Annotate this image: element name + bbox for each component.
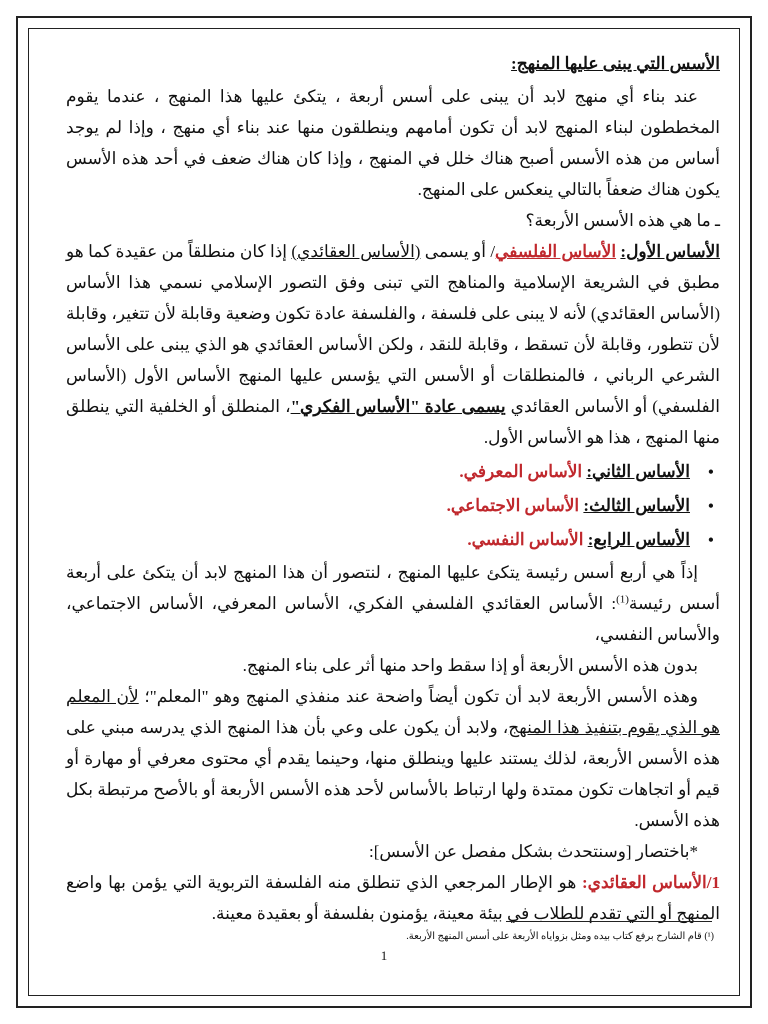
list-item <box>66 489 690 523</box>
first-foundation-text-3: ، المنطلق أو الخلفية التي ينطلق منها المنهج ، هذا هو الأساس الأول. <box>66 397 720 447</box>
first-foundation-name: الأساس الفلسفي <box>495 242 617 261</box>
summary-continuation: بدون هذه الأسس الأربعة أو إذا سقط واحد منها أثر على بناء المنهج. <box>242 656 698 675</box>
first-foundation-named: يسمى عادة "الأساس الفكري" <box>290 397 506 416</box>
teacher-text-a: وهذه الأسس الأربعة لابد أن تكون أيضاً واضحة عند منفذي المنهج وهو "المعلم"؛ <box>138 687 698 706</box>
definition-label: 1/الأساس العقائدي: <box>581 873 720 892</box>
teacher-underlined: لأن المعلم هو الذي يقوم بتنفيذ هذا المنهج <box>66 687 720 737</box>
question-line: ـ ما هي هذه الأسس الأربعة؟ <box>525 211 720 230</box>
list-item <box>66 523 690 557</box>
bullet-label: الأساس الرابع: <box>587 530 690 549</box>
intro-paragraph: عند بناء أي منهج لابد أن يبنى على أسس أربعة ، يتكئ عليها هذا المنهج ، عندما يقوم المخططون لبناء المنهج لابد أن تكون أمامهم وينطلقون منها عند بناء أي منهج ، وإذا لم يوجد أساس من هذه الأسس أصبح هناك خلل في المنهج ، وإذا كان هناك ضعف في أحد هذه الأسس يكون هناك ضعفاً بالتالي ينعكس على المنهج. <box>66 87 720 199</box>
first-foundation-text-2: إذا كان منطلقاً من عقيدة كما هو مطبق في الشريعة الإسلامية والمناهج التي تبنى وفق التصور الإسلامي نسمي هذا الأساس (الأساس العقائدي) لأنه لا يبنى على فلسفة ، والفلسفة عادة تكون وضعية وقابلة لأن تتغير، وقابلة لأن تتطور، وقابلة لأن تسقط ، وقابلة للنقد ، ولكن الأساس العقائدي هو الذي يبنى على الأساس الشرعي الرباني ، فالمنطلقات أو الأسس التي يؤسس عليها المنهج الأساس الأول (الأساس الفلسفي) أو الأساس العقائدي <box>66 242 720 416</box>
summary-text-a: إذاً هي أربع أسس رئيسة يتكئ عليها المنهج ، لنتصور أن هذا المنهج لابد أن يتكئ على أربعة أسس رئيسة <box>66 563 720 613</box>
list-item <box>66 455 690 489</box>
section-heading: الأسس التي يبنى عليها المنهج: <box>511 54 720 73</box>
footnote-marker: (1) <box>616 593 629 606</box>
summary-text-b: : الأساس العقائدي الفلسفي الفكري، الأساس المعرفي، الأساس الاجتماعي، والأساس النفسي، <box>66 594 720 644</box>
footnote-divider <box>506 921 712 922</box>
bullet-value: الأساس النفسي. <box>467 530 584 549</box>
teacher-paragraph <box>66 681 720 836</box>
bullet-value: الأساس المعرفي. <box>459 462 583 481</box>
note-line: *باختصار [وسنتحدث بشكل مفصل عن الأسس]: <box>369 842 698 861</box>
definition-text: هو الإطار المرجعي الذي تنطلق منه الفلسفة التربوية التي يؤمن بها واضع المنهج أو التي تقدم للطلاب في بيئة معينة، يؤمنون بفلسفة أو بعقيدة معينة. <box>66 873 720 923</box>
page-number: 1 <box>380 948 388 963</box>
first-foundation-label: الأساس الأول: <box>620 242 720 261</box>
first-foundation-alias: (الأساس العقائدي) <box>291 242 421 261</box>
summary-paragraph <box>66 557 720 650</box>
bullet-label: الأساس الثاني: <box>586 462 690 481</box>
foundations-list <box>66 455 720 557</box>
bullet-value: الأساس الاجتماعي. <box>446 496 580 515</box>
first-foundation-paragraph <box>66 236 720 453</box>
footnote: (¹) قام الشارح برفع كتاب بيده ومثل بزواياه الأربعة على أسس المنهج الأربعة. <box>406 931 714 942</box>
document-body <box>66 48 720 929</box>
definition-paragraph <box>66 867 720 929</box>
teacher-text-b: ، ولابد أن يكون على وعي بأن هذا المنهج الذي يدرسه مبني على هذه الأسس الأربعة، لذلك يستند عليها وينطلق منها، وحينما يقدم أي محتوى معرفي أو مهارة أو قيم أو اتجاهات تكون ممتدة ولها ارتباط بالأساس لأحد هذه الأسس الأربعة أو بالأصح مرتبطة بكل هذه الأسس. <box>66 718 720 830</box>
first-foundation-text-1: / أو يسمى <box>420 242 496 261</box>
bullet-label: الأساس الثالث: <box>583 496 690 515</box>
